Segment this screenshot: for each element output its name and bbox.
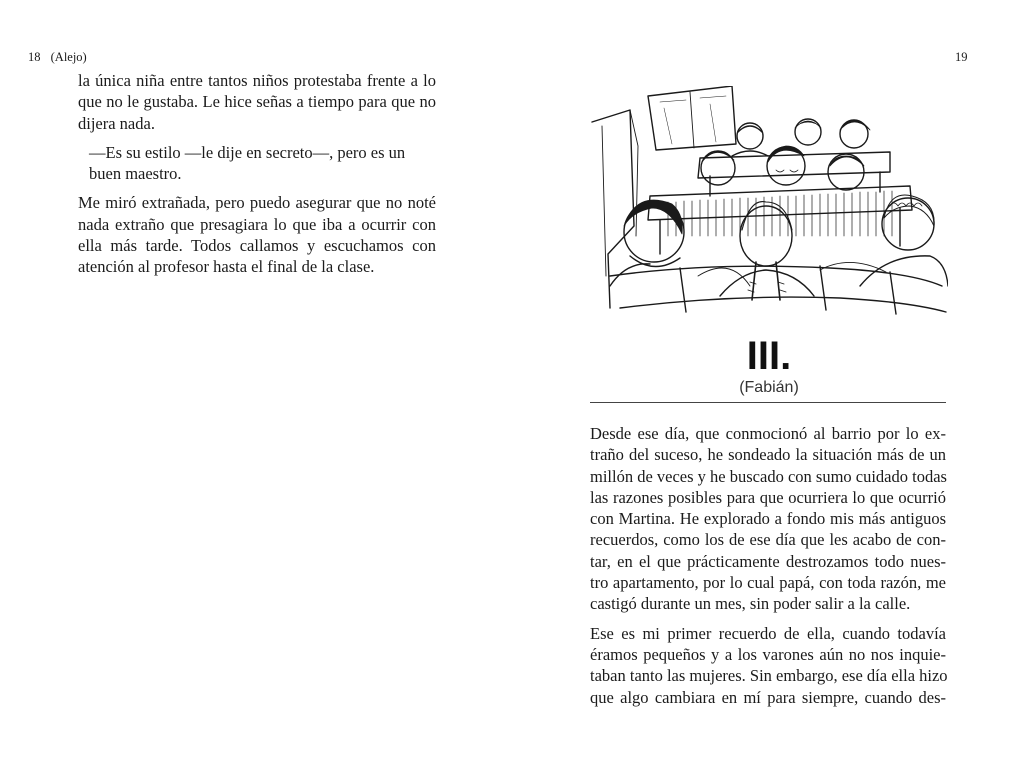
text-line: ella más tarde. Todos callamos y escuchamos con xyxy=(78,236,436,256)
text-line: Desde ese día, que conmocionó al barrio por lo ex- xyxy=(590,424,946,443)
text-line: taban tanto las mujeres. Sin embargo, ese día ella hizo xyxy=(590,666,948,686)
chapter-number: III. xyxy=(746,334,792,378)
text-line: tro apartamento, por lo cual papá, con toda razón, me xyxy=(590,573,946,593)
text-line: la única niña entre tantos niños protestaba frente a lo xyxy=(78,71,436,90)
paragraph xyxy=(590,623,946,708)
text-line: castigó durante un mes, sin poder salir a la calle. xyxy=(590,594,911,614)
paragraph xyxy=(78,70,436,134)
text-line: millón de veces y he buscado con sumo cuidado todas xyxy=(590,466,947,486)
text-line: buen maestro. xyxy=(89,164,182,184)
text-line: con Martina. He explorado a fondo mis más antiguos xyxy=(590,509,946,529)
right-body-text xyxy=(590,423,946,708)
text-line: nada extraño que presagiara lo que iba a ocurrir con xyxy=(78,214,436,234)
left-body-text xyxy=(78,70,436,278)
text-line: atención al profesor hasta el final de la clase. xyxy=(78,257,375,277)
text-line: tar, en el que prácticamente destrozamos todo nues- xyxy=(590,551,946,571)
classroom-illustration xyxy=(590,86,948,318)
text-line: recuerdos, como los de ese día que les acabo de con- xyxy=(590,530,946,550)
text-line: Me miró extrañada, pero puedo asegurar que no noté xyxy=(78,193,436,213)
page-number-left: 18 xyxy=(28,50,41,64)
text-line: —Es su estilo —le dije en secreto—, pero es un xyxy=(89,142,406,162)
left-running-head xyxy=(28,49,87,65)
running-head-title: (Alejo) xyxy=(50,50,87,64)
paragraph xyxy=(78,192,436,277)
text-line: que no le gustaba. Le hice señas a tiempo para que no xyxy=(78,92,436,112)
text-line: Ese es mi primer recuerdo de ella, cuando todavía xyxy=(590,623,946,643)
paragraph xyxy=(590,423,946,615)
right-page xyxy=(512,0,1024,768)
classroom-illustration-drawing xyxy=(590,86,948,318)
text-line: dijera nada. xyxy=(78,113,155,133)
dialogue-paragraph xyxy=(78,142,436,185)
text-line: las razones posibles para que ocurriera lo que ocurrió xyxy=(590,487,946,507)
text-line: éramos pequeños y a los varones aún no nos inquie- xyxy=(590,644,946,664)
chapter-divider xyxy=(590,402,946,403)
chapter-narrator: (Fabián) xyxy=(739,379,799,396)
text-line: traño del suceso, he sondeado la situación más de un xyxy=(590,445,946,465)
text-line: que algo cambiara en mí para siempre, cuando des- xyxy=(590,687,946,707)
page-number-right: 19 xyxy=(955,50,968,64)
